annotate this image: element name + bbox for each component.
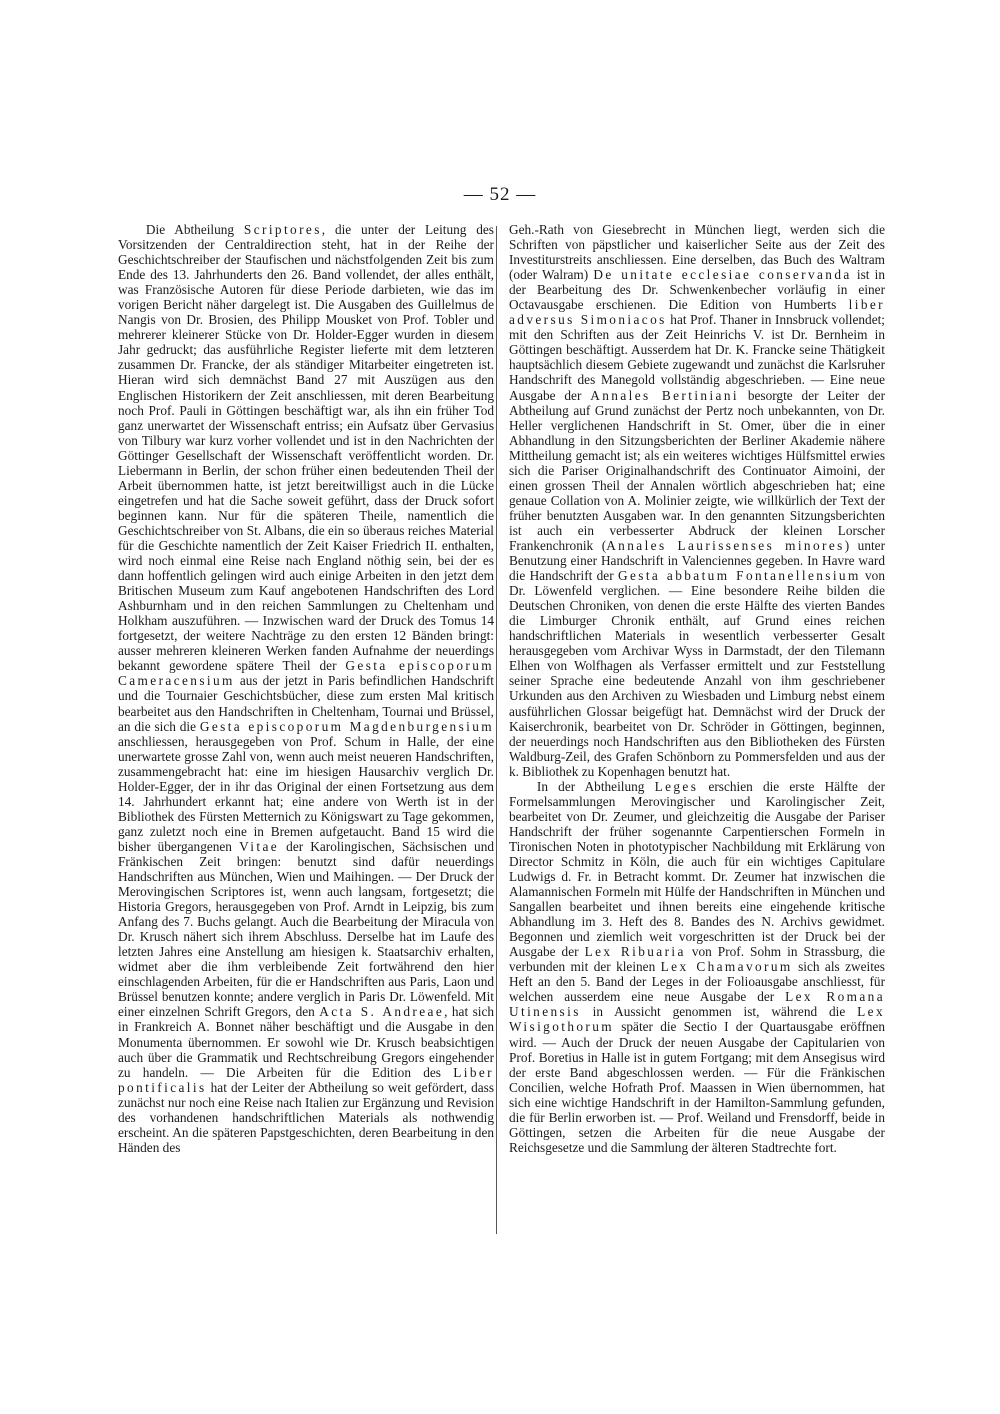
spaced-title: Leges (654, 778, 699, 794)
text-run: aus der jetzt in Paris befindlichen Handschrift und die Tournaier Geschichtsbücher, diese zum ersten Mal kritisch bearbeitet aus den Handschriften in Cheltenham, Tournai und Brüssel, an die sich die (118, 673, 494, 734)
spaced-title: Liber pontificalis (118, 1064, 494, 1095)
spaced-title: liber adversus Simoniacos (509, 297, 885, 328)
text-run: der Karolingischen, Sächsischen und Fränkischen Zeit bringen: benutzt sind dafür neuerdings Handschriften aus München, Wien und Maihingen. — Der Druck der Merovingischen Scriptores ist, wenn auch langsam, fortgesetzt; die Historia Gregors, herausgegeben von Prof. Arndt in Leipzig, bis zum Anfang des 7. Buchs gelangt. Auch die Bearbeitung der Miracula von Dr. Krusch nähert sich ihrem Abschluss. Derselbe hat im Laufe des letzten Jahres eine Anstellung am hiesigen k. Staatsarchiv erhalten, widmet aber die ihm verbleibende Zeit fortwährend den hier einschlagenden Arbeiten, für die er Handschriften aus Paris, Laon und Brüssel benutzen konnte; andere verglich in Paris Dr. Löwenfeld. Mit einer einzelnen Schrift Gregors, den (118, 838, 494, 1020)
text-run: hat Prof. Thaner in Innsbruck vollendet; mit den Schriften aus der Zeit Heinrichs V. ist Dr. Bernheim in Göttingen beschäftigt. Ausserdem hat Dr. K. Francke seine Thätigkeit hauptsächlich diesem Gebiete zugewandt und zunächst die Karlsruher Handschrift des Manegold vollständig abgeschrieben. — Eine neue Ausgabe der (509, 312, 885, 403)
text-run: Geh.-Rath von Giesebrecht in München liegt, werden sich die Schriften von päpstlicher und kaiserlicher Seite aus der Zeit des Investiturstreits anschliessen. Eine derselben, das Buch des Waltram (oder Walram) (509, 222, 885, 283)
spaced-title: Annales Laurissenses minores (606, 537, 845, 553)
text-run: sich als zweites Heft an den 5. Band der Leges in der Folioausgabe anschliesst, für welchen ausserdem eine neue Ausgabe der (509, 959, 885, 1005)
text-run: in Aussicht genommen ist, während die (580, 1004, 858, 1020)
text-run: Die Abtheilung (145, 222, 244, 237)
text-run: von Prof. Sohm in Strassburg, die verbunden mit der kleinen (509, 944, 885, 975)
spaced-title: Lex Ribuaria (584, 944, 686, 960)
text-run: später die Sectio I der Quartausgabe eröffnen wird. — Auch der Druck der neuen Ausgabe der Capitularien von Prof. Boretius in Halle ist in gutem Fortgang; mit dem Ansegisus wird der erste Band abgeschlossen werden. — Für die Fränkischen Concilien, welche Hofrath Prof. Maassen in Wien übernommen, hat sich eine wichtige Handschrift in der Hamilton-Sammlung gefunden, die für Berlin erworben ist. — Prof. Weiland und Frensdorff, beide in Göttingen, setzen die Arbeiten für die neue Ausgabe der Reichsgesetze und die Sammlung der älteren Stadtrechte fort. (509, 1019, 885, 1155)
text-run: hat der Leiter der Abtheilung so weit gefördert, dass zunächst nur noch eine Reise nach Italien zur Ergänzung und Revision des vorhandenen handschriftlichen Materials als nothwendig erscheint. An die späteren Papstgeschichten, deren Bearbeitung in den Händen des (118, 1079, 494, 1155)
right-column (509, 222, 885, 1155)
spaced-title: Lex Wisigothorum (509, 1004, 885, 1035)
spaced-title: Lex Romana Utinensis (509, 989, 885, 1020)
page-number: — 52 — (463, 184, 537, 205)
left-column (118, 222, 494, 1155)
spaced-title: Gesta abbatum Fontanellensium (617, 568, 861, 584)
spaced-title: Annales Bertiniani (590, 387, 739, 403)
paragraph (509, 779, 885, 1155)
spaced-title: Vitae (239, 838, 280, 854)
text-run: ) unter Benutzung einer Handschrift in Valenciennes gegeben. In Havre ward die Handschrift der (509, 537, 885, 584)
text-run: , die unter der Leitung des Vorsitzenden der Centraldirection steht, hat in der Reihe der Geschichtschreiber der Staufischen und nächstfolgenden Zeit bis zum Ende des 13. Jahrhunderts den 26. Band vollendet, der alles enthält, was Französische Autoren für diese Periode darbieten, wie das im vorigen Bericht näher dargelegt ist. Die Ausgaben des Guillelmus de Nangis von Dr. Brosien, des Philipp Mousket von Prof. Tobler und mehrerer kleinerer Stücke von Dr. Holder-Egger wurden in diesem Jahr gedruckt; das ausführliche Register lieferte mit dem letzteren zusammen Dr. Francke, der als ständiger Mitarbeiter eingetreten ist. Hieran wird sich demnächst Band 27 mit Auszügen aus den Englischen Historikern der Zeit anschliessen, mit deren Bearbeitung noch Prof. Pauli in Göttingen beschäftigt war, als ihn ein früher Tod ganz unerwartet der Wissenschaft entriss; ein Aufsatz über Gervasius von Tilbury war kurz vorher vollendet und ist in den Nachrichten der Göttinger Gesellschaft der Wissenschaft veröffentlicht worden. Dr. Liebermann in Berlin, der schon früher einen bedeutenden Theil der Arbeit übernommen hatte, ist jetzt bereitwilligst auch in die Lücke eingetrefen und hat die Sache soweit geführt, dass der Druck sofort beginnen kann. Nur für die späteren Theile, namentlich die Geschichtschreiber von St. Albans, die ein so überaus reiches Material für die Geschichte namentlich der Zeit Kaiser Friedrich II. enthalten, wird noch einmal eine Reise nach England nöthig sein, bei der es dann hoffentlich gelingen wird auch einige Arbeiten in den jetzt dem Britischen Museum zum Kauf angebotenen Handschriften des Lord Ashburnham und in den reichen Sammlungen zu Cheltenham und Holkham auszuführen. — Inzwischen ward der Druck des Tomus 14 fortgesetzt, der weitere Nachträge zu den ersten 12 Bänden bringt: ausser mehreren kleineren Werken fanden Aufnahme der neuerdings bekannt gewordene spätere Theil der (118, 222, 494, 674)
spaced-title: De unitate ecclesiae conservanda (593, 267, 852, 283)
paragraph (509, 222, 885, 779)
text-run: , hat sich in Frankreich A. Bonnet näher beschäftigt und die Ausgabe in den Monumenta übernommen. Er sowohl wie Dr. Krusch beabsichtigen auch über die Grammatik und Rechtschreibung Gregors eingehender zu handeln. — Die Arbeiten für die Edition des (118, 1004, 494, 1080)
column-divider (496, 226, 497, 1234)
text-run: In der Abtheilung (536, 778, 655, 794)
spaced-title: Lex Chamavorum (660, 959, 793, 975)
text-run: von Dr. Löwenfeld verglichen. — Eine besondere Reihe bilden die Deutschen Chroniken, von denen die erste Hälfte des vierten Bandes die Limburger Chronik enthält, auf Grund eines reichen handschriftlichen Materials in wesentlich verbesserter Gesalt herausgegeben vom Archivar Wyss in Darmstadt, der den Tilemann Elhen von Wolfhagen als Verfasser ermittelt und zur Feststellung seiner Sprache eine bedeutende Anzahl von ihm geschriebener Urkunden aus den Archiven zu Wiesbaden und Limburg nebst einem ausführlichen Glossar beigefügt hat. Demnächst wird der Druck der Kaiserchronik, bearbeitet von Dr. Schröder in Göttingen, beginnen, der neuerdings noch Handschriften aus den Bibliotheken des Fürsten Waldburg-Zeil, des Grafen Schönborn zu Pommersfelden und aus der k. Bibliothek zu Kopenhagen benutzt hat. (509, 568, 885, 779)
spaced-title: Scriptores (243, 222, 322, 237)
spaced-title: Gesta episcoporum Cameracensium (118, 658, 494, 689)
text-run: anschliessen, herausgegeben von Prof. Schum in Halle, der eine unerwartete grosse Zahl von, wenn auch meist neueren Handschriften, zusammengebracht hat: eine im hiesigen Hausarchiv verglich Dr. Holder-Egger, der in ihr das Original der einen Fortsetzung aus dem 14. Jahrhundert erkannt hat; eine andere von Werth ist in der Bibliothek des Fürsten Metternich zu Königswart zu Tage gekommen, ganz zuletzt noch eine in Bremen aufgetaucht. Band 15 wird die bisher übergangenen (118, 733, 494, 854)
text-run: besorgte der Leiter der Abtheilung auf Grund zunächst der Pertz noch unbekannten, von Dr. Heller verglichenen Handschrift in St. Omer, über die in einer Abhandlung in den Sitzungsberichten der Berliner Akademie nähere Mittheilung gemacht ist; als ein weiteres wichtiges Hülfsmittel erwies sich die Pariser Originalhandschrift des Continuator Aimoini, der einen grossen Theil der Annalen wörtlich abgeschrieben hat; eine genaue Collation von A. Molinier zeigte, wie willkürlich der Text der früher benutzten Ausgaben war. In den genannten Sitzungsberichten ist auch ein verbesserter Abdruck der kleinen Lorscher Frankenchronik ( (509, 387, 885, 553)
text-run: ist in der Bearbeitung des Dr. Schwenkenbecher vorläufig in einer Octavausgabe erschienen. Die Edition von Humberts (509, 267, 885, 313)
spaced-title: Acta S. Andreae (319, 1004, 445, 1020)
paragraph (118, 222, 494, 1155)
spaced-title: Gesta episcoporum Magdenburgensium (199, 718, 495, 734)
text-run: erschien die erste Hälfte der Formelsammlungen Merovingischer und Karolingischer Zeit, bearbeitet von Dr. Zeumer, und gleichzeitig die Ausgabe der Pariser Handschrift der früher sogenannte Carpentierschen Formeln in Tironischen Noten in phototypischer Nachbildung mit Erklärung von Director Schmitz in Köln, die auch für ein wichtiges Capitulare Ludwigs d. Fr. in Betracht kommt. Dr. Zeumer hat inzwischen die Alamannischen Formeln mit Hülfe der Handschriften in München und Sangallen bearbeitet und ihnen bereits eine eingehende kritische Abhandlung im 3. Heft des 8. Bandes des N. Archivs gewidmet. Begonnen und ziemlich weit vorgeschritten ist der Druck bei der Ausgabe der (509, 778, 885, 960)
